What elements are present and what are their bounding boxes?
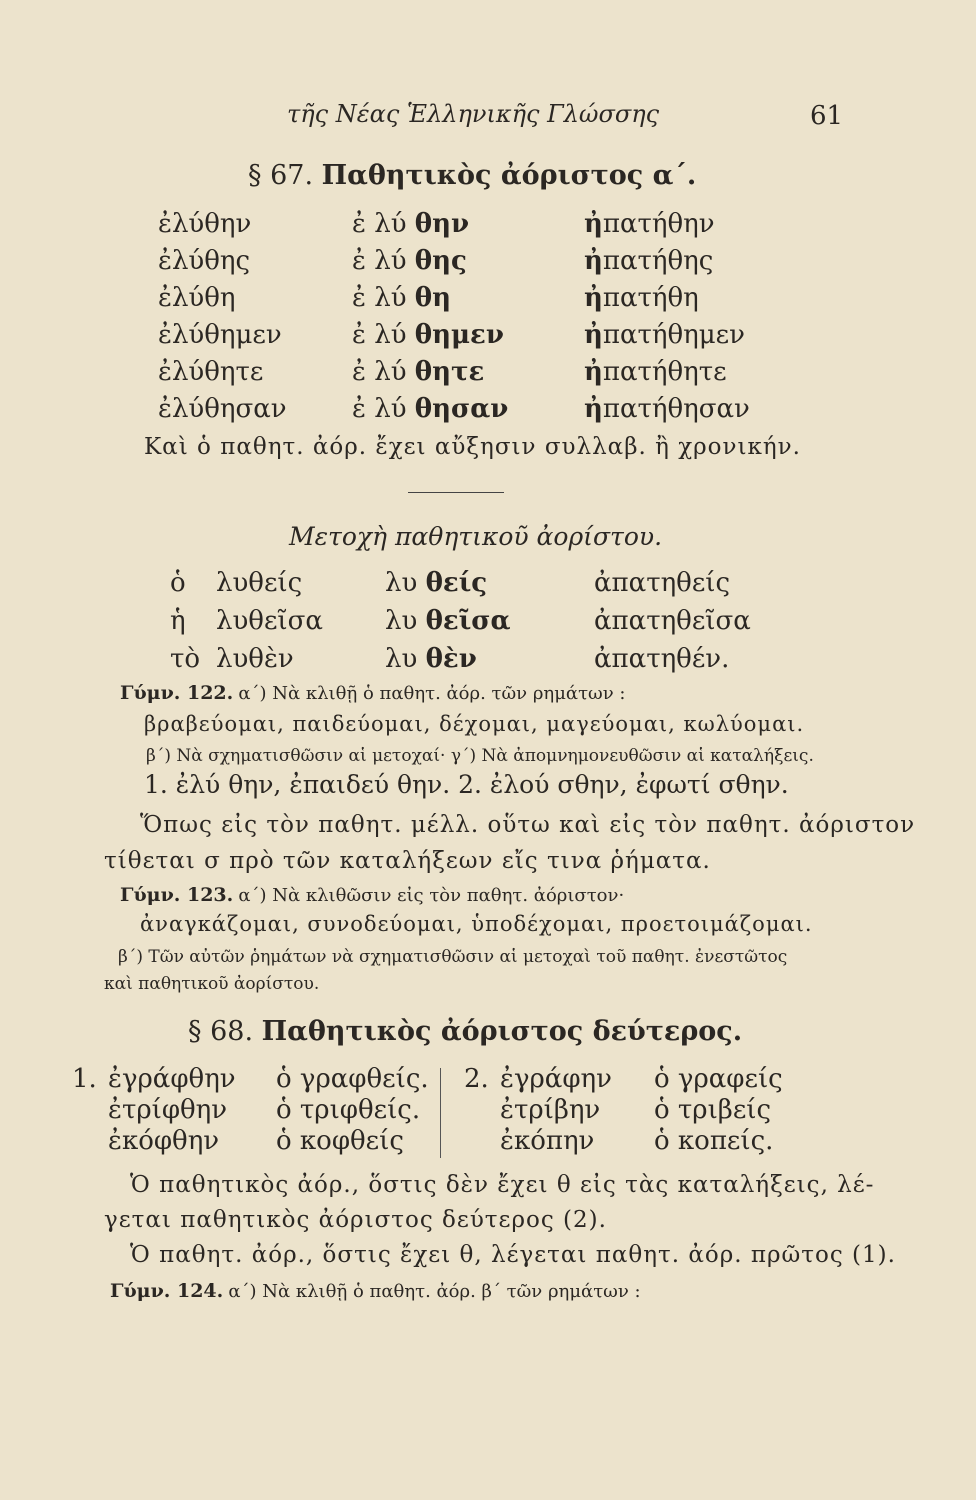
participle-split: λυ θείς λυ θεῖσα λυ θὲν bbox=[385, 568, 511, 674]
conj-col-split bbox=[352, 206, 508, 428]
second-aorist-para-line1: Ὁ παθητικὸς ἀόρ., ὅστις δὲν ἔχει θ εἰς τὰς καταλήξεις, λέ- bbox=[130, 1172, 875, 1198]
participle-apatao: ἀπατηθείς ἀπατηθεῖσα ἀπατηθέν. bbox=[594, 568, 751, 674]
second-aorist-para-line2: γεται παθητικὸς ἀόριστος δεύτερος (2). bbox=[104, 1207, 607, 1233]
conj-split-row: ἐ λύ θητε bbox=[352, 357, 485, 387]
conj-form: ἐλύθης bbox=[158, 246, 251, 276]
group-2-verbs: ἐγράφην ἐτρίβην ἐκόπην bbox=[500, 1064, 612, 1156]
section-67-number: § 67. bbox=[248, 160, 314, 191]
running-header: τῆς Νέας Ἑλληνικῆς Γλώσσης bbox=[287, 100, 660, 128]
conj-form: ἠπατήθητε bbox=[584, 357, 727, 387]
exercise-122-line: Γύμν. 122. α΄) Νὰ κλιθῇ ὁ παθητ. ἀόρ. τῶν ρημάτων : bbox=[120, 682, 626, 704]
conj-form: ἐλύθητε bbox=[158, 357, 264, 387]
conj-form: ἠπατήθης bbox=[584, 246, 714, 276]
conj-form: ἐλύθην bbox=[158, 209, 252, 239]
group-2-number: 2. bbox=[464, 1064, 489, 1094]
conj-form: ἐλύθησαν bbox=[158, 394, 287, 424]
augment-note: Καὶ ὁ παθητ. ἀόρ. ἔχει αὔξησιν συλλαβ. ἢ χρονικήν. bbox=[144, 434, 801, 460]
exercise-123-line: Γύμν. 123. α΄) Νὰ κλιθῶσιν εἰς τὸν παθητ. ἀόριστον· bbox=[120, 884, 625, 906]
section-67-heading bbox=[248, 160, 696, 191]
group-2-participles: ὁ γραφείς ὁ τριβείς ὁ κοπείς. bbox=[654, 1064, 783, 1156]
conj-form: ἐλύθημεν bbox=[158, 320, 282, 350]
conj-split-row: ἐ λύ θη bbox=[352, 283, 452, 313]
group-1-participles: ὁ γραφθείς. ὁ τριφθείς. ὁ κοφθείς bbox=[276, 1064, 429, 1156]
conj-col-lythen bbox=[158, 206, 287, 428]
conj-col-apatao bbox=[584, 206, 750, 428]
conj-form: ἠπατήθη bbox=[584, 283, 699, 313]
participle-articles: ὁ ἡ τὸ bbox=[170, 568, 201, 674]
column-divider bbox=[440, 1068, 441, 1158]
section-68-heading bbox=[188, 1016, 742, 1047]
section-68-number: § 68. bbox=[188, 1016, 254, 1047]
conj-form: ἐλύθη bbox=[158, 283, 236, 313]
conj-form: ἠπατήθην bbox=[584, 209, 715, 239]
exercise-123-verbs: ἀναγκάζομαι, συνοδεύομαι, ὑποδέχομαι, προετοιμάζομαι. bbox=[140, 912, 813, 936]
conj-form: ἠπατήθησαν bbox=[584, 394, 750, 424]
section-67-title: Παθητικὸς ἀόριστος α΄. bbox=[321, 160, 697, 191]
exercise-123-b2: καὶ παθητικοῦ ἀορίστου. bbox=[104, 974, 320, 994]
page-number: 61 bbox=[810, 101, 844, 131]
exercise-122-b: β΄) Νὰ σχηματισθῶσιν αἱ μετοχαί· γ΄) Νὰ ἀπομνημονευθῶσιν αἱ καταλήξεις. bbox=[146, 746, 814, 766]
conj-split-row: ἐ λύ θην bbox=[352, 209, 470, 239]
first-aorist-para: Ὁ παθητ. ἀόρ., ὅστις ἔχει θ, λέγεται παθητ. ἀόρ. πρῶτος (1). bbox=[130, 1242, 896, 1268]
participle-forms: λυθείς λυθεῖσα λυθὲν bbox=[216, 568, 323, 674]
exercise-123-b1: β΄) Τῶν αὐτῶν ῥημάτων νὰ σχηματισθῶσιν αἱ μετοχαὶ τοῦ παθητ. ἐνεστῶτος bbox=[118, 947, 788, 967]
exercise-122-verbs: βραβεύομαι, παιδεύομαι, δέχομαι, μαγεύομαι, κωλύομαι. bbox=[144, 712, 805, 736]
exercise-label: Γύμν. 124. bbox=[110, 1280, 224, 1302]
conj-split-row: ἐ λύ θησαν bbox=[352, 394, 509, 424]
conj-split-row: ἐ λύ θης bbox=[352, 246, 467, 276]
section-68-title: Παθητικὸς ἀόριστος δεύτερος. bbox=[261, 1016, 743, 1047]
group-1-number: 1. bbox=[72, 1064, 97, 1094]
sigma-rule-line2: τίθεται σ πρὸ τῶν καταλήξεων εἴς τινα ῥήματα. bbox=[104, 848, 711, 874]
exercise-122-forms: 1. ἐλύ θην, ἐπαιδεύ θην. 2. ἐλού σθην, ἐφωτί σθην. bbox=[144, 770, 789, 799]
sigma-rule-line1: Ὅπως εἰς τὸν παθητ. μέλλ. οὕτω καὶ εἰς τὸν παθητ. ἀόριστον bbox=[140, 812, 916, 838]
exercise-label: Γύμν. 122. bbox=[120, 682, 234, 704]
exercise-124-line: Γύμν. 124. α΄) Νὰ κλιθῇ ὁ παθητ. ἀόρ. β΄ τῶν ρημάτων : bbox=[110, 1280, 641, 1302]
conj-split-row: ἐ λύ θημεν bbox=[352, 320, 504, 350]
participle-title: Μετοχὴ παθητικοῦ ἀορίστου. bbox=[289, 522, 663, 551]
group-1-verbs: ἐγράφθην ἐτρίφθην ἐκόφθην bbox=[108, 1064, 236, 1156]
exercise-label: Γύμν. 123. bbox=[120, 884, 234, 906]
conj-form: ἠπατήθημεν bbox=[584, 320, 745, 350]
divider bbox=[408, 492, 504, 493]
